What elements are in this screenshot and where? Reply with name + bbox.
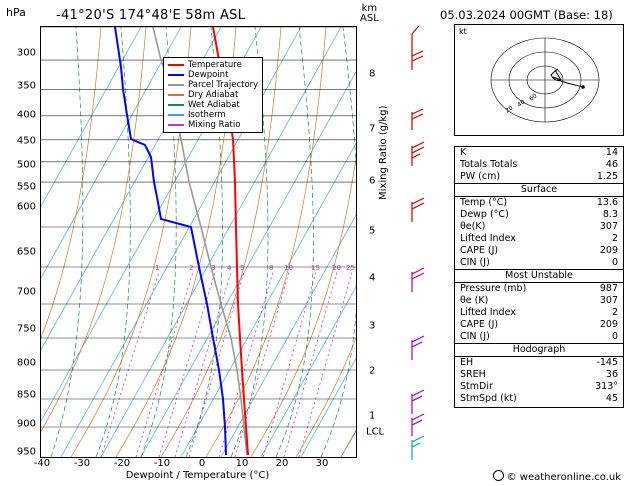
index-key: Totals Totals xyxy=(460,159,518,170)
km-axis-label-line1: km xyxy=(361,3,378,14)
indices-table xyxy=(454,146,624,408)
pressure-axis-ticks xyxy=(0,26,38,456)
legend-swatch-wet-adiabat xyxy=(168,104,184,106)
chart-legend xyxy=(163,57,263,133)
svg-text:2: 2 xyxy=(189,264,194,272)
legend-label-dewpoint: Dewpoint xyxy=(188,70,229,80)
legend-label-temperature: Temperature xyxy=(188,60,242,70)
wind-barb xyxy=(412,390,424,414)
index-value: 987 xyxy=(599,283,618,294)
wind-barb xyxy=(412,109,423,130)
y-tick: 850 xyxy=(16,389,36,401)
footer-credit xyxy=(0,470,629,483)
svg-text:3: 3 xyxy=(211,264,216,272)
x-axis-title: Dewpoint / Temperature (°C) xyxy=(125,470,270,481)
index-row xyxy=(455,197,623,209)
index-key: θe(K) xyxy=(460,221,486,232)
legend-item xyxy=(168,110,258,120)
index-key: CIN (J) xyxy=(460,331,490,342)
index-value: 46 xyxy=(605,159,618,170)
hodograph-endpoint xyxy=(581,85,585,89)
globe-icon xyxy=(493,470,504,481)
y-tick: 350 xyxy=(16,80,36,92)
legend-swatch-mixing-ratio xyxy=(168,124,184,126)
wind-barb xyxy=(412,268,424,292)
y-tick: 400 xyxy=(16,109,36,121)
pressure-unit-label: hPa xyxy=(6,6,26,19)
index-value: 209 xyxy=(599,319,618,330)
legend-item xyxy=(168,90,258,100)
index-row xyxy=(455,245,623,257)
svg-text:4: 4 xyxy=(227,264,232,272)
index-row xyxy=(455,307,623,319)
skewt-plot-area xyxy=(40,26,357,458)
x-tick: -40 xyxy=(33,458,51,469)
y-tick: 550 xyxy=(16,181,36,193)
x-tick: -20 xyxy=(113,458,131,469)
svg-text:25: 25 xyxy=(346,264,355,272)
wind-barbs-svg xyxy=(396,26,432,462)
index-key: CIN (J) xyxy=(460,257,490,268)
wind-barb xyxy=(412,436,424,460)
legend-item xyxy=(168,80,258,90)
index-key: Temp (°C) xyxy=(460,197,508,208)
y-tick: 800 xyxy=(16,357,36,369)
index-row xyxy=(455,209,623,221)
y-tick: 300 xyxy=(16,47,36,59)
y-tick: 450 xyxy=(16,135,36,147)
index-row xyxy=(455,257,623,269)
footer-text: © weatheronline.co.uk xyxy=(506,472,621,483)
svg-text:5: 5 xyxy=(240,264,245,272)
index-value: 2 xyxy=(611,307,618,318)
index-key: StmDir xyxy=(460,381,493,392)
index-row xyxy=(455,147,623,159)
km-tick: 7 xyxy=(369,123,376,135)
index-row xyxy=(455,159,623,171)
svg-text:10: 10 xyxy=(284,264,293,272)
y-tick: 500 xyxy=(16,159,36,171)
index-row xyxy=(455,331,623,343)
info-panel xyxy=(440,0,629,486)
index-row xyxy=(455,171,623,183)
index-row xyxy=(455,295,623,307)
legend-item xyxy=(168,70,258,80)
wind-barb xyxy=(412,198,424,222)
index-row xyxy=(455,393,623,407)
index-value: 209 xyxy=(599,245,618,256)
legend-label-isotherm: Isotherm xyxy=(188,110,226,120)
index-value: 45 xyxy=(605,393,618,404)
index-value: 14 xyxy=(605,147,618,158)
wind-barb xyxy=(412,142,424,166)
km-tick: 5 xyxy=(369,225,376,237)
index-key: Dewp (°C) xyxy=(460,209,509,220)
wind-barb xyxy=(412,414,424,436)
svg-text:40: 40 xyxy=(516,98,527,109)
wind-barb xyxy=(412,51,423,70)
index-row xyxy=(455,221,623,233)
x-tick: -30 xyxy=(73,458,91,469)
index-row xyxy=(455,357,623,369)
index-value: 36 xyxy=(605,369,618,380)
legend-item xyxy=(168,100,258,110)
wind-barb xyxy=(412,26,430,54)
index-value: 313° xyxy=(595,381,618,392)
index-value: -145 xyxy=(596,357,618,368)
altitude-axis-ticks xyxy=(357,26,383,456)
legend-swatch-dry-adiabat xyxy=(168,94,184,96)
legend-item xyxy=(168,60,258,70)
x-tick: 10 xyxy=(235,458,249,469)
index-row xyxy=(455,233,623,245)
index-key: SREH xyxy=(460,369,486,380)
x-tick: 0 xyxy=(198,458,206,469)
legend-swatch-isotherm xyxy=(168,114,184,116)
hodograph-section-header: Hodograph xyxy=(455,343,623,357)
lcl-label: LCL xyxy=(366,426,385,438)
legend-label-mixing-ratio: Mixing Ratio xyxy=(188,120,241,130)
index-key: Pressure (mb) xyxy=(460,283,527,294)
legend-label-dry-adiabat: Dry Adiabat xyxy=(188,90,239,100)
svg-text:60: 60 xyxy=(528,92,539,103)
legend-swatch-dewpoint xyxy=(168,74,184,76)
km-tick: 4 xyxy=(369,272,376,284)
y-tick: 650 xyxy=(16,246,36,258)
x-tick: -10 xyxy=(153,458,171,469)
index-value: 13.6 xyxy=(596,197,618,208)
index-key: θe (K) xyxy=(460,295,489,306)
index-key: K xyxy=(460,147,467,158)
legend-swatch-temperature xyxy=(168,64,184,66)
y-tick: 600 xyxy=(16,201,36,213)
forecast-date-header: 05.03.2024 00GMT (Base: 18) xyxy=(440,8,613,22)
wind-barb xyxy=(412,336,424,360)
mixing-ratio-axis-title: Mixing Ratio (g/kg) xyxy=(378,105,389,200)
index-value: 0 xyxy=(611,257,618,268)
x-tick: 30 xyxy=(315,458,329,469)
index-row xyxy=(455,381,623,393)
index-key: StmSpd (kt) xyxy=(460,393,517,404)
surface-section-header: Surface xyxy=(455,183,623,197)
index-key: CAPE (J) xyxy=(460,245,499,256)
index-key: Lifted Index xyxy=(460,233,516,244)
svg-text:8: 8 xyxy=(269,264,274,272)
index-value: 2 xyxy=(611,233,618,244)
km-tick: 3 xyxy=(369,320,376,332)
index-value: 1.25 xyxy=(596,171,618,182)
index-value: 307 xyxy=(599,221,618,232)
legend-swatch-parcel xyxy=(168,84,184,86)
index-row xyxy=(455,369,623,381)
legend-label-wet-adiabat: Wet Adiabat xyxy=(188,100,240,110)
hodograph-svg xyxy=(455,25,621,133)
legend-label-parcel: Parcel Trajectory xyxy=(188,80,259,90)
hodograph-unit-label: kt xyxy=(459,27,467,36)
km-axis-label-line2: ASL xyxy=(360,13,379,24)
legend-item xyxy=(168,120,258,130)
station-title: -41°20'S 174°48'E 58m ASL xyxy=(56,8,246,23)
y-tick: 700 xyxy=(16,286,36,298)
index-key: Lifted Index xyxy=(460,307,516,318)
km-tick: 6 xyxy=(369,175,376,187)
y-tick: 900 xyxy=(16,418,36,430)
wind-barb-column xyxy=(396,26,432,462)
most-unstable-section-header: Most Unstable xyxy=(455,269,623,283)
svg-text:15: 15 xyxy=(311,264,320,272)
hodograph-panel xyxy=(454,24,624,136)
index-row xyxy=(455,283,623,295)
index-key: PW (cm) xyxy=(460,171,501,182)
index-value: 0 xyxy=(611,331,618,342)
index-key: EH xyxy=(460,357,474,368)
svg-text:20: 20 xyxy=(332,264,341,272)
km-tick: 8 xyxy=(369,68,376,80)
y-tick: 950 xyxy=(16,446,36,458)
index-value: 307 xyxy=(599,295,618,306)
km-tick: 2 xyxy=(369,365,376,377)
index-row xyxy=(455,319,623,331)
x-tick: 20 xyxy=(275,458,289,469)
svg-text:1: 1 xyxy=(155,264,160,272)
y-tick: 750 xyxy=(16,323,36,335)
index-key: CAPE (J) xyxy=(460,319,499,330)
km-axis-label xyxy=(360,4,379,24)
index-value: 8.3 xyxy=(602,209,618,220)
svg-text:20: 20 xyxy=(504,104,515,115)
km-tick: 1 xyxy=(369,410,376,422)
